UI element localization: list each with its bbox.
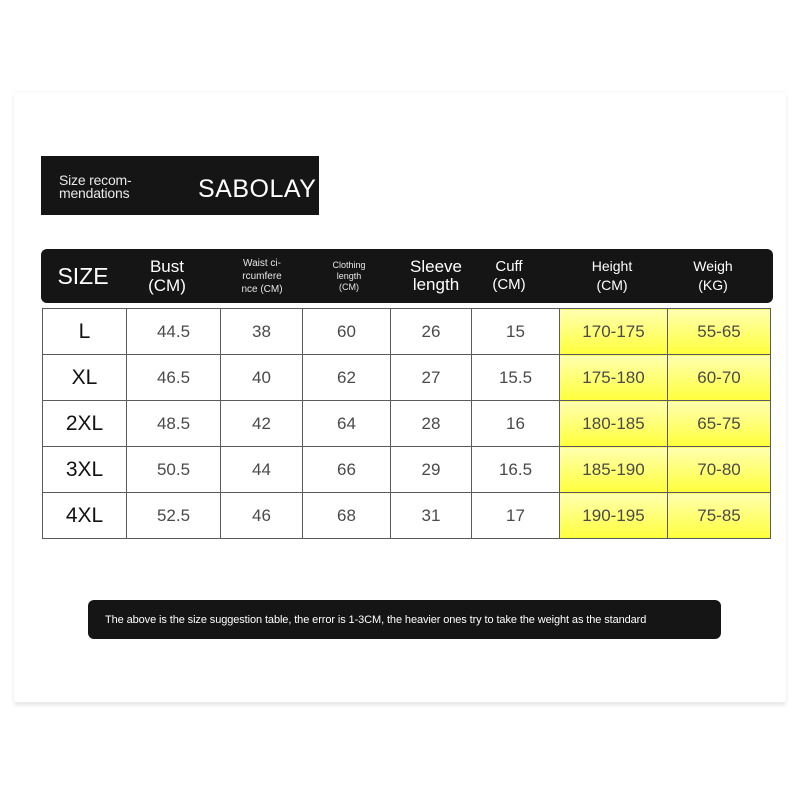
table-row <box>43 309 771 355</box>
header-size: SIZE <box>57 262 109 289</box>
bust-cell: 52.5 <box>127 493 221 539</box>
size-note-bar <box>88 600 721 639</box>
size-cell: L <box>43 309 127 355</box>
size-table <box>42 308 771 539</box>
header-height: Height (CM) <box>591 258 633 293</box>
table-row <box>43 355 771 401</box>
title-subtitle: Size recom- mendations <box>59 172 132 201</box>
cuff-cell: 16.5 <box>472 447 560 493</box>
cuff-cell: 15 <box>472 309 560 355</box>
bust-cell: 46.5 <box>127 355 221 401</box>
sleeve-length-cell: 26 <box>391 309 472 355</box>
brand-name: SABOLAY <box>198 175 317 203</box>
header-clothing-length: Clothing length (CM) <box>332 259 366 292</box>
table-row <box>43 447 771 493</box>
clothing-length-cell: 62 <box>303 355 391 401</box>
size-cell: XL <box>43 355 127 401</box>
size-cell: 2XL <box>43 401 127 447</box>
size-cell: 3XL <box>43 447 127 493</box>
weight-cell: 55-65 <box>668 309 771 355</box>
cuff-cell: 15.5 <box>472 355 560 401</box>
weight-cell: 75-85 <box>668 493 771 539</box>
sleeve-length-cell: 29 <box>391 447 472 493</box>
size-cell: 4XL <box>43 493 127 539</box>
clothing-length-cell: 60 <box>303 309 391 355</box>
clothing-length-cell: 64 <box>303 401 391 447</box>
height-cell: 180-185 <box>560 401 668 447</box>
weight-cell: 65-75 <box>668 401 771 447</box>
sleeve-length-cell: 27 <box>391 355 472 401</box>
sleeve-length-cell: 31 <box>391 493 472 539</box>
header-cuff: Cuff (CM) <box>492 258 526 293</box>
bust-cell: 50.5 <box>127 447 221 493</box>
table-row <box>43 493 771 539</box>
clothing-length-cell: 66 <box>303 447 391 493</box>
cuff-cell: 16 <box>472 401 560 447</box>
clothing-length-cell: 68 <box>303 493 391 539</box>
waist-cell: 38 <box>221 309 303 355</box>
height-cell: 185-190 <box>560 447 668 493</box>
header-bust: Bust (CM) <box>148 257 186 295</box>
title-banner <box>41 156 319 215</box>
waist-cell: 46 <box>221 493 303 539</box>
table-header-bar <box>41 249 773 303</box>
bust-cell: 48.5 <box>127 401 221 447</box>
header-waist: Waist ci- rcumfere nce (CM) <box>241 257 283 295</box>
waist-cell: 42 <box>221 401 303 447</box>
bust-cell: 44.5 <box>127 309 221 355</box>
height-cell: 190-195 <box>560 493 668 539</box>
sleeve-length-cell: 28 <box>391 401 472 447</box>
size-note-text: The above is the size suggestion table, the error is 1-3CM, the heavier ones try to take the weight as the standard <box>105 613 647 626</box>
waist-cell: 40 <box>221 355 303 401</box>
table-row <box>43 401 771 447</box>
weight-cell: 60-70 <box>668 355 771 401</box>
height-cell: 170-175 <box>560 309 668 355</box>
weight-cell: 70-80 <box>668 447 771 493</box>
waist-cell: 44 <box>221 447 303 493</box>
header-weight: Weigh (KG) <box>693 258 733 293</box>
height-cell: 175-180 <box>560 355 668 401</box>
header-sleeve-length: Sleeve length <box>410 257 462 294</box>
cuff-cell: 17 <box>472 493 560 539</box>
